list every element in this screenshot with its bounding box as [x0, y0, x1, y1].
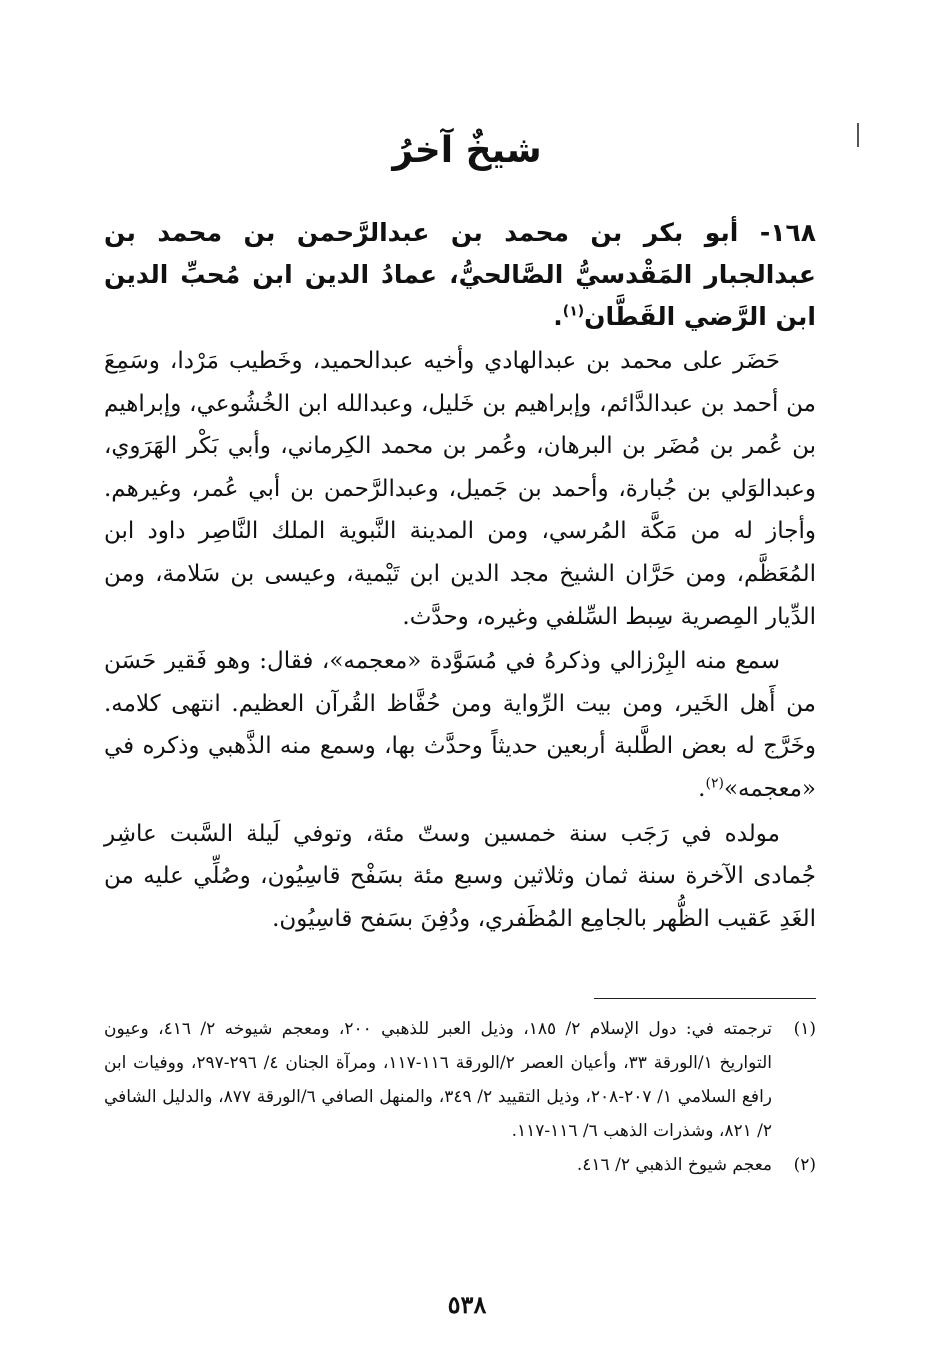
paragraph-text: سمع منه البِرْزالي وذكرهُ في مُسَوَّدة «معجمه»، فقال: وهو فَقير حَسَن من أَهل الخَير، ومن بيت الرِّواية ومن حُفَّاظ القُرآن العظيم. انتهى كلامه. وخَرَّج له بعض الطَّلبة أربعين حديثاً وحدَّث بها، وسمع منه الذَّهبي وذكره في «معجمه»: [104, 648, 816, 802]
footnote-1: [104, 1012, 816, 1148]
paragraph-end: .: [698, 775, 706, 802]
footnote-text: ترجمته في: دول الإسلام ٢/ ١٨٥، وذيل العبر للذهبي ٢٠٠، ومعجم شيوخه ٢/ ٤١٦، وعيون التواريخ ١/الورقة ٣٣، وأعيان العصر ٢/الورقة ١١٦-١١٧، ومرآة الجنان ٤/ ٢٩٦-٢٩٧، ووفيات ابن رافع السلامي ١/ ٢٠٧-٢٠٨، وذيل التقييد ٢/ ٣٤٩، والمنهل الصافي ٦/الورقة ٨٧٧، والدليل الشافي ٢/ ٨٢١، وشذرات الذهب ٦/ ١١٦-١١٧.: [104, 1019, 772, 1141]
paragraph-birth-death: [104, 813, 816, 941]
footnote-2: [104, 1148, 816, 1182]
paragraph-students: [104, 640, 816, 810]
paragraph-text: مولده في رَجَب سنة خمسين وستّ مئة، وتوفي لَيلة السَّبت عاشِر جُمادى الآخرة سنة ثمان وثلاثين وسبع مئة بسَفْح قاسِيُون، وصُلِّي عليه من الغَدِ عَقيب الظُّهر بالجامِع المُظَفري، ودُفِنَ بسَفح قاسِيُون.: [104, 820, 816, 932]
footnote-ref-1[interactable]: (١): [562, 303, 585, 320]
footnotes: [104, 1012, 816, 1182]
footnote-number: (١): [793, 1019, 816, 1039]
page-number: ٥٣٨: [447, 1290, 487, 1319]
paragraph-teachers: [104, 340, 816, 638]
entry-title-text: ١٦٨- أبو بكر بن محمد بن عبدالرَّحمن بن محمد بن عبدالجبار المَقْدسيُّ الصَّالحيُّ، عمادُ الدين ابن مُحبِّ الدين ابن الرَّضي القَطَّان: [104, 218, 816, 331]
entry-title: [104, 212, 816, 338]
footnote-number: (٢): [793, 1155, 816, 1175]
paragraph-text: حَضَر على محمد بن عبدالهادي وأخيه عبدالحميد، وخَطيب مَرْدا، وسَمِعَ من أحمد بن عبدالدَّائم، وإبراهيم بن خَليل، وعبدالله ابن الخُشُوعي، وإبراهيم بن عُمر بن مُضَر بن البرهان، وعُمر بن محمد الكِرماني، وأبي بَكْر الهَرَوي، وعبدالوَلي بن جُبارة، وأحمد بن جَميل، وعبدالرَّحمن بن أبي عُمر، وغيرهم. وأجاز له من مَكَّة المُرسي، ومن المدينة النَّبوية الملك النَّاصِر داود ابن المُعَظَّم، ومن حَرَّان الشيخ مجد الدين ابن تَيْمية، وعيسى بن سَلامة، ومن الدِّيار المِصرية سِبط السِّلفي وغيره، وحدَّث.: [104, 348, 816, 630]
section-heading: شيخٌ آخرُ: [392, 130, 542, 171]
footnote-ref-2[interactable]: (٢): [705, 775, 724, 792]
footnote-text: معجم شيوخ الذهبي ٢/ ٤١٦.: [576, 1155, 772, 1175]
entry-body: [104, 340, 816, 940]
entry-title-end: .: [553, 302, 563, 331]
footnote-divider: [594, 998, 816, 999]
